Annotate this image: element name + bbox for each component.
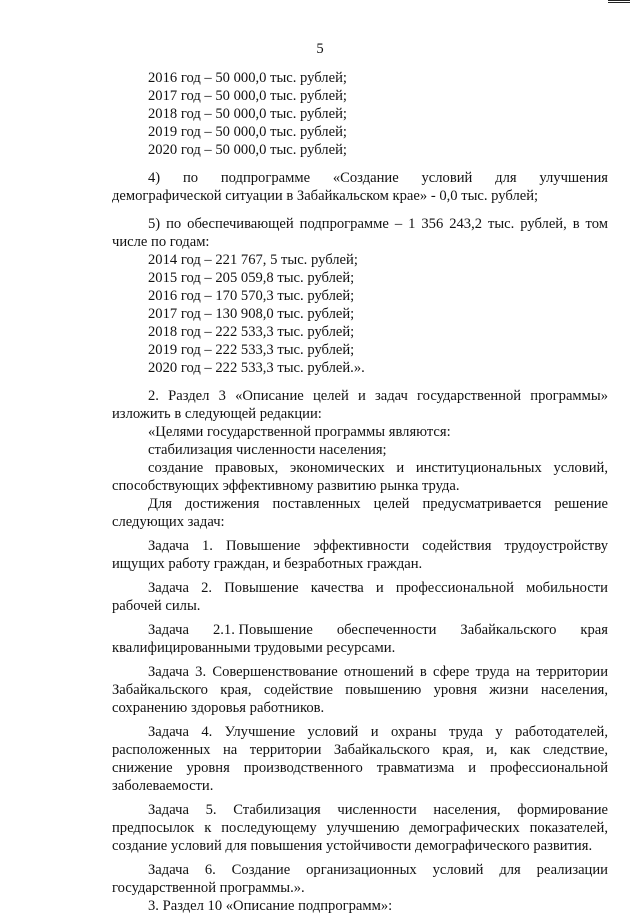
word: «Создание [332,170,399,186]
year-line: 2020 год – 222 533,3 тыс. рублей.». [148,360,365,376]
task3-line2: Забайкальского края, содействие повышению уровня жизни населения, [112,682,608,698]
word: обеспеченности [336,622,437,638]
section2-line2: изложить в следующей редакции: [112,406,322,422]
paragraph-section-2 [112,387,608,423]
task-1 [112,537,608,573]
task5-line2: предпосылок к последующему улучшению демографических показателей, [112,820,608,836]
word: подпрограмме [220,170,311,186]
word: для [495,170,517,186]
word: по [182,170,199,186]
task-2 [112,579,608,615]
task-2-1 [112,621,608,657]
year-line: 2016 год – 50 000,0 тыс. рублей; [148,70,347,86]
year-list-subprogram-3 [112,69,608,159]
task5-line3: создание условий для повышения устойчивости демографического развития. [112,838,593,854]
paragraph-item-4 [112,169,608,205]
task21-line2: квалифицированными трудовыми ресурсами. [112,640,396,656]
year-line: 2018 год – 222 533,3 тыс. рублей; [148,324,355,340]
task4-line1: Задача 4. Улучшение условий и охраны труда у работодателей, [148,724,608,740]
task1-line1: Задача 1. Повышение эффективности содействия трудоустройству [148,538,608,554]
item4-line2: демографической ситуации в Забайкальском крае» - 0,0 тыс. рублей; [112,188,539,204]
task4-line3: снижение уровня производственного травматизма и профессиональной [112,760,608,776]
year-line: 2016 год – 170 570,3 тыс. рублей; [148,288,355,304]
year-line: 2019 год – 50 000,0 тыс. рублей; [148,124,347,140]
task-6 [112,861,608,897]
goal2-line2: способствующих эффективному развитию рынка труда. [112,478,460,494]
task-5 [112,801,608,855]
task-4 [112,723,608,795]
section-3: 3. Раздел 10 «Описание подпрограмм»: [148,898,393,914]
document-body [112,69,608,915]
task4-line4: заболеваемости. [112,778,214,794]
word: 4) [148,170,161,186]
year-line: 2017 год – 50 000,0 тыс. рублей; [148,88,347,104]
word: улучшения [539,170,608,186]
year-line: 2017 год – 130 908,0 тыс. рублей; [148,306,355,322]
year-line: 2020 год – 50 000,0 тыс. рублей; [148,142,347,158]
item4-line1 [112,169,608,187]
year-line: 2018 год – 50 000,0 тыс. рублей; [148,106,347,122]
section2-line1: 2. Раздел 3 «Описание целей и задач государственной программы» [148,388,608,404]
task-3 [112,663,608,717]
task3-line3: сохранению здоровья работников. [112,700,325,716]
goal-1: стабилизация численности населения; [148,442,387,458]
year-list-subprogram-5 [112,251,608,377]
word: Забайкальского [460,622,557,638]
year-line: 2014 год – 221 767, 5 тыс. рублей; [148,252,358,268]
task21-line1 [112,621,608,639]
goals-intro: «Целями государственной программы являются: [148,424,451,440]
word: края [580,622,608,638]
word: Задача [148,622,189,638]
task1-line2: ищущих работу граждан, и безработных граждан. [112,556,423,572]
task2-line2: рабочей силы. [112,598,201,614]
corner-mark [608,0,630,3]
goal-2 [112,459,608,495]
item5-line2: числе по годам: [112,234,210,250]
task6-line2: государственной программы.». [112,880,305,896]
tasks-intro-line2: следующих задач: [112,514,225,530]
task5-line1: Задача 5. Стабилизация численности населения, формирование [148,802,608,818]
task3-line1: Задача 3. Совершенствование отношений в сфере труда на территории [148,664,608,680]
year-line: 2015 год – 205 059,8 тыс. рублей; [148,270,355,286]
word: условий [421,170,473,186]
tasks-intro-line1: Для достижения поставленных целей предусматривается решение [148,496,608,512]
task6-line1: Задача 6. Создание организационных условий для реализации [148,862,608,878]
item5-line1: 5) по обеспечивающей подпрограмме – 1 356 243,2 тыс. рублей, в том [148,216,608,232]
paragraph-item-5 [112,215,608,251]
word: 2.1. Повышение [212,622,313,638]
page-number: 5 [316,41,324,57]
year-line: 2019 год – 222 533,3 тыс. рублей; [148,342,355,358]
tasks-intro [112,495,608,531]
goal2-line1: создание правовых, экономических и институциональных условий, [148,460,608,476]
task4-line2: расположенных на территории Забайкальского края, и, как следствие, [112,742,608,758]
task2-line1: Задача 2. Повышение качества и профессиональной мобильности [148,580,608,596]
